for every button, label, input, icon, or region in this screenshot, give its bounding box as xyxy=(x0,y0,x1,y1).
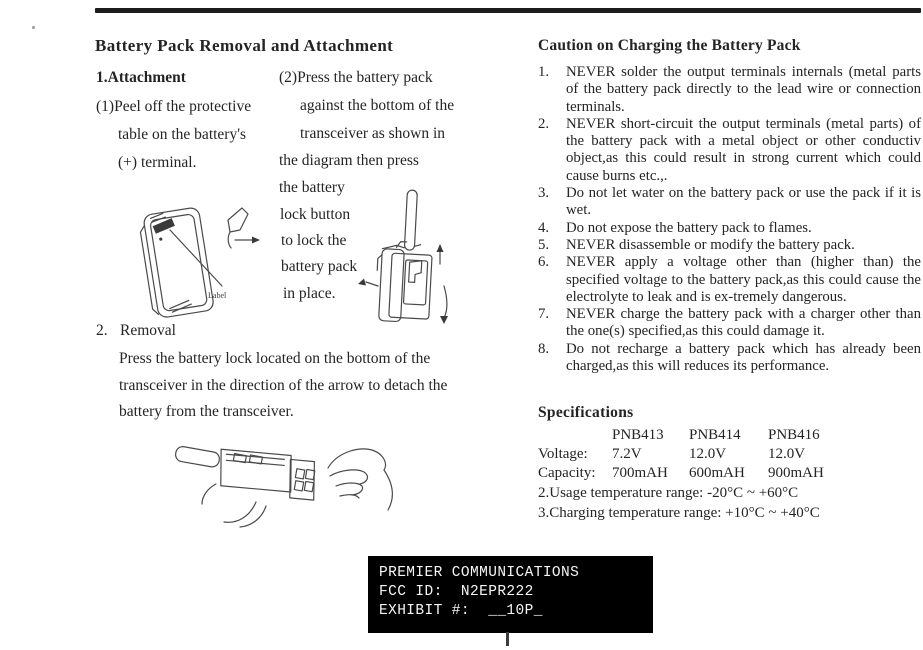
specifications-section xyxy=(538,404,921,523)
attachment-heading: 1.Attachment xyxy=(96,69,186,86)
removal-heading: Removal xyxy=(120,322,176,339)
page-title: Battery Pack Removal and Attachment xyxy=(95,36,394,55)
caution-item xyxy=(538,220,921,237)
scan-speck xyxy=(32,26,35,29)
caution-item-text: NEVER solder the output terminals internals (metal parts of the battery pack directly to the lead wire or connection terminals. xyxy=(566,64,921,115)
caution-list xyxy=(538,64,921,375)
spec-voltage: 12.0V xyxy=(689,446,727,462)
specifications-heading: Specifications xyxy=(538,404,634,421)
caution-item-text: Do not let water on the battery pack or use the pack if it is wet. xyxy=(566,185,921,219)
caution-item-number: 4. xyxy=(538,219,550,236)
caution-item-text: NEVER disassemble or modify the battery pack. xyxy=(566,236,855,253)
removal-body-line: battery from the transceiver. xyxy=(119,403,294,420)
spec-model: PNB414 xyxy=(689,427,741,443)
caution-item-number: 8. xyxy=(538,340,550,357)
attachment-step2-line: battery pack xyxy=(281,258,358,275)
caution-item-text: Do not expose the battery pack to flames. xyxy=(566,219,812,236)
transceiver-attach-diagram xyxy=(352,186,464,328)
spec-capacity: 900mAH xyxy=(768,465,824,481)
spec-model: PNB416 xyxy=(768,427,820,443)
caution-item-number: 6. xyxy=(538,254,550,271)
attachment-step2-line: in place. xyxy=(283,285,336,302)
stamp-company: PREMIER COMMUNICATIONS xyxy=(379,565,580,581)
battery-removal-hands-diagram xyxy=(160,424,410,546)
caution-item-number: 7. xyxy=(538,306,550,323)
caution-item xyxy=(538,116,921,185)
spec-usage-temp-note: 2.Usage temperature range: -20°C ~ +60°C xyxy=(538,485,799,501)
attachment-step2-line: (2)Press the battery pack xyxy=(279,69,433,86)
attachment-step2-line: the battery xyxy=(279,179,345,196)
spec-voltage: 7.2V xyxy=(612,446,642,462)
attachment-step1-line: (+) terminal. xyxy=(118,154,197,171)
stamp-fcc-id: FCC ID: N2EPR222 xyxy=(379,584,534,600)
caution-item xyxy=(538,64,921,116)
caution-item-text: Do not recharge a battery pack which has already been charged,as this will reduces its performance. xyxy=(566,340,921,375)
removal-body-line: Press the battery lock located on the bottom of the xyxy=(119,350,431,367)
removal-body-line: transceiver in the direction of the arrow to detach the xyxy=(119,377,448,394)
caution-item xyxy=(538,185,921,220)
specifications-table xyxy=(538,426,921,483)
caution-item-number: 1. xyxy=(538,64,550,80)
attachment-step2-line: lock button xyxy=(280,206,351,223)
caution-item-text: NEVER short-circuit the output terminals (metal parts) of the battery pack with a metal object or other conductiv object,as this could result in strong current which could cause burns etc.,. xyxy=(566,115,921,184)
label-caption: Label xyxy=(208,291,227,300)
caution-heading: Caution on Charging the Battery Pack xyxy=(538,37,801,54)
attachment-step1-line: table on the battery's xyxy=(118,126,247,143)
spec-capacity: 700mAH xyxy=(612,465,668,481)
attachment-step2-line: the diagram then press xyxy=(279,152,419,169)
spec-row-label: Capacity: xyxy=(538,465,596,481)
spec-capacity: 600mAH xyxy=(689,465,745,481)
caution-item-number: 2. xyxy=(538,115,550,132)
caution-item xyxy=(538,254,921,306)
stamp-exhibit-number: EXHIBIT #: __10P_ xyxy=(379,603,543,619)
attachment-step2-line: against the bottom of the xyxy=(300,97,455,114)
caution-item-number: 5. xyxy=(538,236,550,253)
spec-charging-temp-note: 3.Charging temperature range: +10°C ~ +40°C xyxy=(538,505,820,521)
spec-cell-empty xyxy=(538,426,612,445)
caution-item-text: NEVER charge the battery pack with a charger other than the one(s) specified,as this could damage it. xyxy=(566,306,921,340)
caution-item xyxy=(538,306,921,341)
spec-model: PNB413 xyxy=(612,427,664,443)
attachment-step2-line: transceiver as shown in xyxy=(300,125,446,142)
battery-label-peel-diagram xyxy=(112,188,272,328)
caution-item xyxy=(538,341,921,376)
top-rule xyxy=(95,8,921,13)
spec-row-label: Voltage: xyxy=(538,446,588,462)
caution-item xyxy=(538,237,921,254)
page-bottom-tick xyxy=(506,632,509,646)
caution-item-text: NEVER apply a voltage other than (higher than) the specified voltage to the battery pack,as this could cause the electrolyte to leak and is ex-tremely dangerous. xyxy=(566,254,921,305)
removal-number: 2. xyxy=(96,322,108,339)
attachment-step1-line: (1)Peel off the protective xyxy=(96,98,252,115)
caution-item-number: 3. xyxy=(538,185,550,202)
fcc-exhibit-stamp xyxy=(368,556,653,633)
attachment-step2-line: to lock the xyxy=(281,232,347,249)
spec-voltage: 12.0V xyxy=(768,446,806,462)
